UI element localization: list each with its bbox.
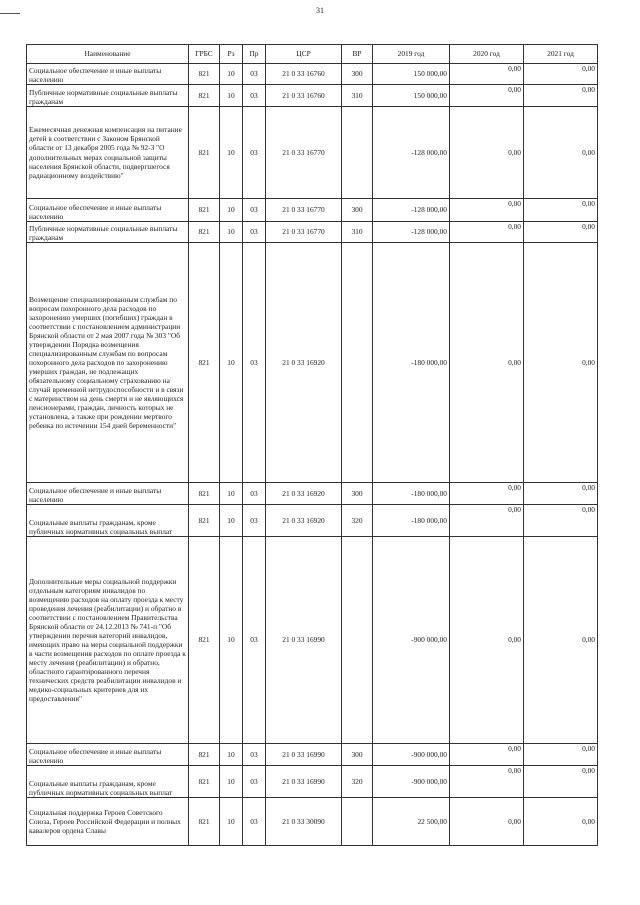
row-grbs: 821	[189, 107, 220, 199]
row-grbs: 821	[189, 798, 220, 846]
page-number: 31	[316, 6, 324, 15]
row-2019: -180 000,00	[373, 483, 450, 505]
row-grbs: 821	[189, 243, 220, 483]
row-2019: -128 000,00	[373, 222, 450, 243]
row-vr	[342, 107, 373, 199]
row-name: Возмещение специализированным службам по вопросам похоронного дела расходов по захоронению умерших (погибших) граждан в соответствии с постановлением администрации Брянской области от 2 мая 2007 года № 303 "Об утверждении Порядка возмещения специализированным службам по вопросам похоронного дела расходов по захоронению умерших граждан, не подлежащих обязательному социальному страхованию на случай временной нетрудоспособности и в связи с материнством на день смерти и не являющихся пенсионерами, граждан, личность которых не установлена, а также при рождении мертвого ребенка по истечении 154 дней беременности"	[27, 243, 189, 483]
row-pr: 03	[243, 64, 266, 85]
row-grbs: 821	[189, 64, 220, 85]
row-2019: -900 000,00	[373, 537, 450, 744]
row-2020: 0,00	[450, 107, 524, 199]
row-2020: 0,00	[450, 798, 524, 846]
header-csr: ЦСР	[266, 45, 342, 64]
row-rz: 10	[220, 107, 243, 199]
table-row	[27, 483, 598, 505]
row-2019: 150 000,00	[373, 64, 450, 85]
row-csr: 21 0 33 16760	[266, 64, 342, 85]
row-name: Публичные нормативные социальные выплаты гражданам	[27, 222, 189, 243]
row-2021: 0,00	[524, 537, 598, 744]
row-pr: 03	[243, 243, 266, 483]
row-rz: 10	[220, 199, 243, 222]
row-grbs: 821	[189, 505, 220, 537]
row-2021: 0,00	[524, 64, 598, 85]
row-name: Социальное обеспечение и иные выплаты населению	[27, 64, 189, 85]
row-rz: 10	[220, 505, 243, 537]
row-pr: 03	[243, 85, 266, 107]
row-csr: 21 0 33 16770	[266, 107, 342, 199]
row-name: Социальные выплаты гражданам, кроме публичных нормативных социальных выплат	[27, 505, 189, 537]
table-row	[27, 199, 598, 222]
row-2021: 0,00	[524, 505, 598, 537]
row-vr: 310	[342, 222, 373, 243]
row-vr: 300	[342, 744, 373, 766]
row-2020: 0,00	[450, 85, 524, 107]
row-rz: 10	[220, 798, 243, 846]
row-rz: 10	[220, 222, 243, 243]
row-grbs: 821	[189, 537, 220, 744]
row-2021: 0,00	[524, 85, 598, 107]
budget-table	[26, 44, 598, 846]
row-name: Социальное обеспечение и иные выплаты населению	[27, 199, 189, 222]
row-2020: 0,00	[450, 766, 524, 798]
row-2019: -900 000,00	[373, 766, 450, 798]
row-pr: 03	[243, 505, 266, 537]
table-row	[27, 222, 598, 243]
row-2019: -180 000,00	[373, 505, 450, 537]
row-rz: 10	[220, 243, 243, 483]
table-row	[27, 744, 598, 766]
table-row	[27, 243, 598, 483]
row-name: Социальное обеспечение и иные выплаты населению	[27, 483, 189, 505]
header-rz: Рз	[220, 45, 243, 64]
header-2019: 2019 год	[373, 45, 450, 64]
row-csr: 21 0 33 16920	[266, 505, 342, 537]
row-grbs: 821	[189, 85, 220, 107]
header-2020: 2020 год	[450, 45, 524, 64]
row-csr: 21 0 33 16990	[266, 766, 342, 798]
row-2020: 0,00	[450, 483, 524, 505]
row-csr: 21 0 33 16770	[266, 199, 342, 222]
row-name: Социальная поддержка Героев Советского Союза, Героев Российской Федерации и полных кавалеров ордена Славы	[27, 798, 189, 846]
header-pr: Пр	[243, 45, 266, 64]
row-2021: 0,00	[524, 483, 598, 505]
row-name: Ежемесячная денежная компенсация на питание детей в соответствии с Законом Брянской области от 13 декабря 2005 года № 92-З "О дополнительных мерах социальной защиты населения Брянской области, подвергшегося радиационному воздействию"	[27, 107, 189, 199]
row-vr: 300	[342, 64, 373, 85]
row-vr: 320	[342, 505, 373, 537]
row-pr: 03	[243, 483, 266, 505]
row-2021: 0,00	[524, 766, 598, 798]
row-pr: 03	[243, 199, 266, 222]
row-2019: -128 000,00	[373, 107, 450, 199]
row-name: Дополнительные меры социальной поддержки отдельным категориям инвалидов по возмещению расходов на оплату проезда к месту проведения лечения (реабилитации) и обратно в соответствии с постановлением Правительства Брянской области от 24.12.2013 № 741-п "Об утверждении перечня категорий инвалидов, имеющих право на меры социальной поддержки в части возмещения расходов по оплате проезда к месту лечения (реабилитации) и обратно, областного гарантированного перечня технических средств реабилитации инвалидов и медико-социальных критериев для их предоставления"	[27, 537, 189, 744]
table-row	[27, 505, 598, 537]
row-name: Социальные выплаты гражданам, кроме публичных нормативных социальных выплат	[27, 766, 189, 798]
row-2021: 0,00	[524, 243, 598, 483]
row-grbs: 821	[189, 483, 220, 505]
row-2019: 150 000,00	[373, 85, 450, 107]
row-pr: 03	[243, 107, 266, 199]
row-vr: 300	[342, 199, 373, 222]
row-rz: 10	[220, 766, 243, 798]
row-grbs: 821	[189, 766, 220, 798]
table-header-row	[27, 45, 598, 64]
row-2019: -180 000,00	[373, 243, 450, 483]
header-vr: ВР	[342, 45, 373, 64]
row-grbs: 821	[189, 222, 220, 243]
row-2020: 0,00	[450, 222, 524, 243]
row-name: Публичные нормативные социальные выплаты гражданам	[27, 85, 189, 107]
row-grbs: 821	[189, 744, 220, 766]
row-2021: 0,00	[524, 744, 598, 766]
row-vr: 310	[342, 85, 373, 107]
row-name: Социальное обеспечение и иные выплаты населению	[27, 744, 189, 766]
row-rz: 10	[220, 64, 243, 85]
row-2019: -900 000,00	[373, 744, 450, 766]
row-2021: 0,00	[524, 107, 598, 199]
row-csr: 21 0 33 16990	[266, 537, 342, 744]
row-rz: 10	[220, 744, 243, 766]
table-row	[27, 85, 598, 107]
row-rz: 10	[220, 483, 243, 505]
row-2020: 0,00	[450, 744, 524, 766]
row-2020: 0,00	[450, 199, 524, 222]
row-vr	[342, 243, 373, 483]
row-pr: 03	[243, 744, 266, 766]
table-row	[27, 64, 598, 85]
row-csr: 21 0 33 30090	[266, 798, 342, 846]
top-rule	[0, 13, 20, 14]
row-pr: 03	[243, 222, 266, 243]
row-2021: 0,00	[524, 199, 598, 222]
table-row	[27, 107, 598, 199]
row-2021: 0,00	[524, 222, 598, 243]
table-row	[27, 798, 598, 846]
header-name: Наименование	[27, 45, 189, 64]
row-pr: 03	[243, 798, 266, 846]
row-vr	[342, 537, 373, 744]
table-row	[27, 537, 598, 744]
row-csr: 21 0 33 16920	[266, 483, 342, 505]
row-csr: 21 0 33 16770	[266, 222, 342, 243]
row-vr: 320	[342, 766, 373, 798]
row-rz: 10	[220, 537, 243, 744]
row-2020: 0,00	[450, 64, 524, 85]
row-vr	[342, 798, 373, 846]
row-rz: 10	[220, 85, 243, 107]
header-grbs: ГРБС	[189, 45, 220, 64]
row-csr: 21 0 33 16760	[266, 85, 342, 107]
row-csr: 21 0 33 16920	[266, 243, 342, 483]
row-2020: 0,00	[450, 505, 524, 537]
row-2021: 0,00	[524, 798, 598, 846]
row-grbs: 821	[189, 199, 220, 222]
row-2019: 22 500,00	[373, 798, 450, 846]
row-vr: 300	[342, 483, 373, 505]
table-row	[27, 766, 598, 798]
row-pr: 03	[243, 766, 266, 798]
row-2020: 0,00	[450, 537, 524, 744]
row-2019: -128 000,00	[373, 199, 450, 222]
header-2021: 2021 год	[524, 45, 598, 64]
row-2020: 0,00	[450, 243, 524, 483]
row-pr: 03	[243, 537, 266, 744]
row-csr: 21 0 33 16990	[266, 744, 342, 766]
